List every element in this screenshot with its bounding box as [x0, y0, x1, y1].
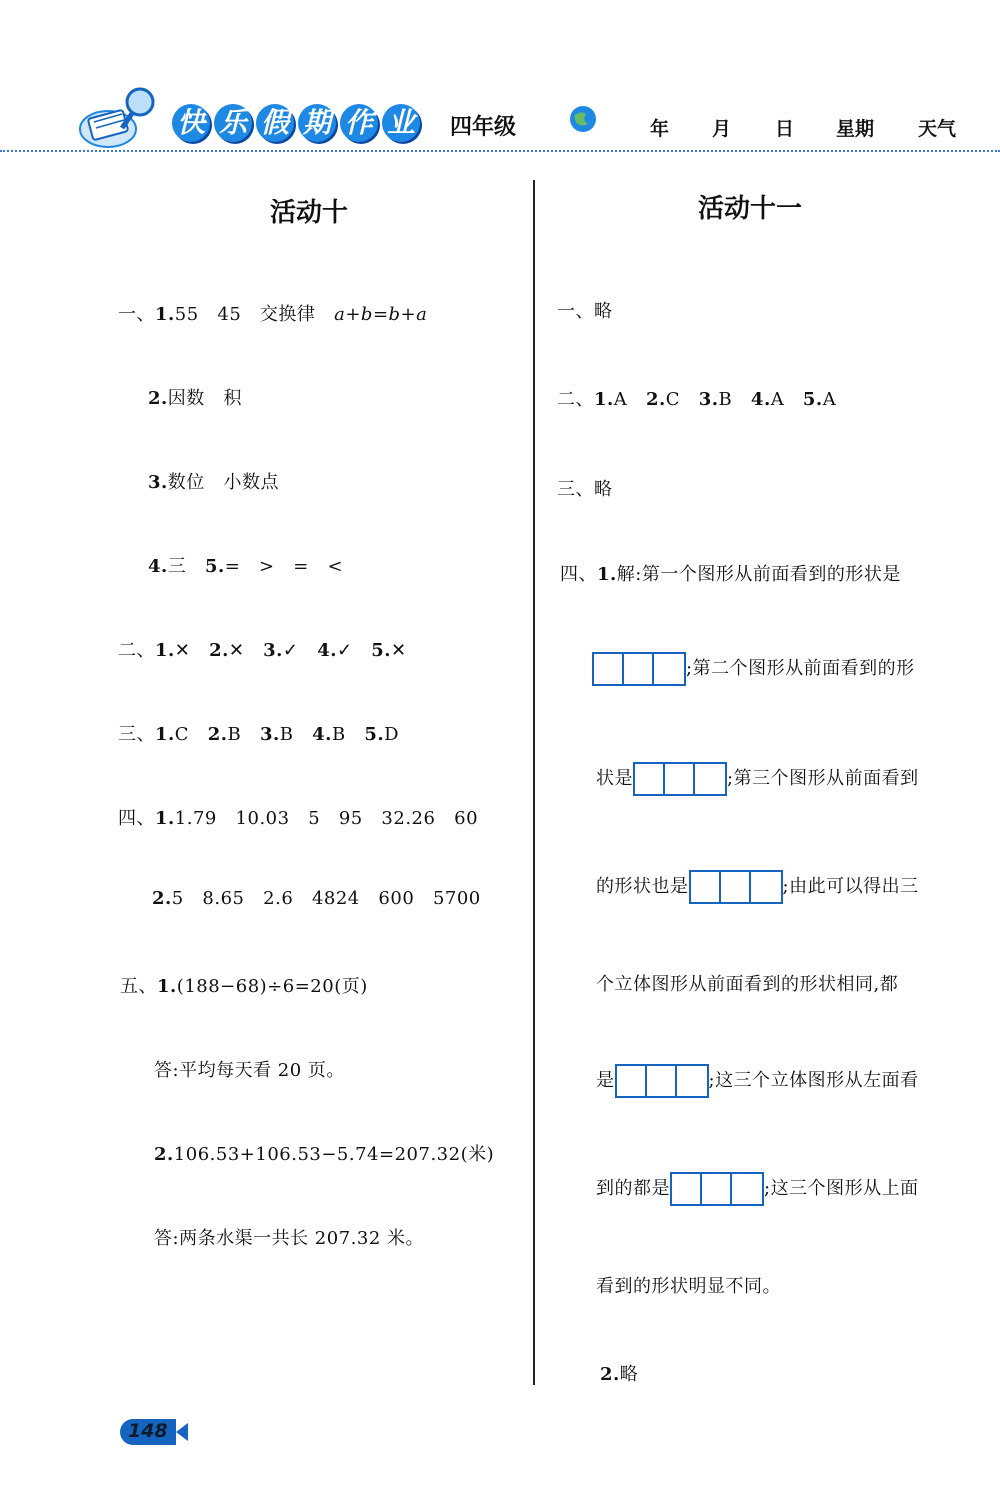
answer-text: ;第二个图形从前面看到的形: [686, 658, 915, 679]
answer-line: [148, 468, 279, 494]
question-number: 3.: [698, 389, 719, 410]
book-title-char: 快: [172, 104, 210, 142]
shape-view-figure: [689, 870, 783, 904]
book-title-char: 业: [382, 104, 420, 142]
answer-mark: ✕: [174, 640, 191, 661]
answer-choice: B: [331, 724, 346, 745]
formula-text: a+b=b+a: [334, 304, 428, 325]
section-prefix: 五、: [120, 976, 157, 997]
section-prefix: 一、: [118, 304, 155, 325]
answer-line: [560, 560, 901, 586]
answer-text: 状是: [596, 768, 633, 789]
answer-line: [596, 762, 919, 796]
answer-text: 个立体图形从前面看到的形状相同,都: [596, 974, 899, 995]
page-number: 148: [128, 1420, 168, 1442]
answer-text: 是: [596, 1070, 615, 1091]
answer-text: 55 45 交换律: [174, 304, 335, 325]
section-prefix: 二、: [118, 640, 155, 661]
section-prefix: 四、: [118, 808, 155, 829]
answer-text: 答:两条水渠一共长 207.32 米。: [154, 1228, 424, 1249]
answer-line: [596, 1272, 781, 1298]
shape-view-figure: [633, 762, 727, 796]
question-number: 3.: [263, 640, 283, 661]
shape-view-figure: [592, 652, 686, 686]
answer-line: [118, 300, 427, 326]
book-title-char: 假: [256, 104, 294, 142]
date-weather-label: 天气: [918, 118, 957, 140]
question-number: 1.: [594, 389, 614, 410]
question-number: 2.: [207, 724, 228, 745]
answer-mark: ✕: [391, 640, 407, 661]
book-title-char: 作: [340, 104, 378, 142]
question-number: 2.: [209, 640, 229, 661]
answer-text: 一、略: [557, 301, 613, 322]
question-number: 5.: [364, 724, 385, 745]
question-number: 4.: [312, 724, 332, 745]
answer-text: 到的都是: [596, 1178, 670, 1199]
question-number: 5.: [802, 389, 823, 410]
section-prefix: 二、: [557, 389, 594, 410]
answer-text: 106.53+106.53−5.74=207.32(米): [173, 1144, 495, 1165]
answer-choice: B: [718, 389, 733, 410]
question-number: 1.: [155, 724, 175, 745]
question-number: 3.: [259, 724, 280, 745]
answer-text: 5 8.65 2.6 4824 600 5700: [171, 888, 481, 909]
answer-line: [596, 970, 898, 996]
answer-line: [557, 385, 836, 411]
globe-icon: [568, 104, 598, 134]
answer-choice: A: [822, 389, 837, 410]
question-number: 2.: [154, 1144, 174, 1165]
answer-text: = > = <: [224, 556, 344, 577]
question-number: 4.: [750, 389, 771, 410]
answer-choice: B: [279, 724, 294, 745]
question-number: 5.: [371, 640, 392, 661]
answer-text: 数位 小数点: [167, 472, 279, 493]
answer-mark: ✓: [336, 640, 353, 661]
answer-line: [592, 652, 915, 686]
answer-line: [154, 1056, 345, 1082]
answer-choice: D: [384, 724, 400, 745]
book-logo-icon: [78, 84, 168, 154]
answer-line: [154, 1224, 424, 1250]
book-title-char: 乐: [214, 104, 252, 142]
answer-line: [596, 1064, 919, 1098]
book-title-char: 期: [298, 104, 336, 142]
arrow-left-icon: [176, 1423, 188, 1441]
answer-text: 1.79 10.03 5 95 32.26 60: [174, 808, 479, 829]
answer-text: 三、略: [557, 479, 613, 500]
question-number: 4.: [148, 556, 168, 577]
answer-choice: B: [227, 724, 242, 745]
answer-choice: C: [174, 724, 190, 745]
answer-text: 看到的形状明显不同。: [596, 1276, 781, 1297]
header-divider: [0, 150, 1000, 152]
answer-text: 解:第一个图形从前面看到的形状是: [616, 564, 901, 585]
grade-label: 四年级: [450, 115, 517, 140]
question-number: 1.: [597, 564, 617, 585]
question-number: 2.: [600, 1364, 620, 1385]
question-number: 4.: [317, 640, 337, 661]
question-number: 2.: [148, 388, 168, 409]
question-number: 5.: [204, 556, 225, 577]
answer-choice: C: [665, 389, 681, 410]
answer-line: [118, 804, 478, 830]
question-number: 3.: [148, 472, 168, 493]
shape-view-figure: [670, 1172, 764, 1206]
question-number: 2.: [645, 389, 666, 410]
answer-text: ;第三个图形从前面看到: [727, 768, 919, 789]
answer-text: (188−68)÷6=20(页): [176, 976, 368, 997]
answer-line: [596, 870, 919, 904]
answer-line: [120, 972, 368, 998]
question-number: 1.: [155, 808, 175, 829]
right-section-title: 活动十一: [698, 194, 803, 224]
question-number: 2.: [152, 888, 172, 909]
answer-text: ;这三个图形从上面: [764, 1178, 919, 1199]
answer-text: 答:平均每天看 20 页。: [154, 1060, 345, 1081]
answer-text: 三: [167, 556, 205, 577]
answer-mark: ✕: [228, 640, 245, 661]
question-number: 1.: [155, 640, 175, 661]
answer-text: ;由此可以得出三: [782, 876, 919, 897]
answer-line: [118, 636, 407, 662]
answer-line: [148, 384, 242, 410]
answer-line: [152, 888, 481, 909]
left-section-title: 活动十: [270, 198, 349, 228]
answer-line: [148, 552, 343, 578]
answer-line: [154, 1140, 494, 1166]
answer-choice: A: [770, 389, 785, 410]
answer-text: 因数 积: [167, 388, 242, 409]
answer-text: ;这三个立体图形从左面看: [708, 1070, 919, 1091]
date-year-label: 年: [650, 118, 670, 140]
column-divider: [533, 180, 535, 1385]
answer-line: [596, 1172, 919, 1206]
question-number: 1.: [155, 304, 175, 325]
answer-text: 略: [619, 1364, 639, 1385]
answer-text: 的形状也是: [596, 876, 689, 897]
answer-line: [118, 720, 399, 746]
section-prefix: 四、: [560, 564, 597, 585]
answer-line: [557, 297, 613, 323]
shape-view-figure: [615, 1064, 709, 1098]
date-month-label: 月: [712, 118, 732, 140]
answer-line: [557, 475, 613, 501]
answer-line: [600, 1360, 638, 1386]
section-prefix: 三、: [118, 724, 155, 745]
question-number: 1.: [157, 976, 177, 997]
answer-mark: ✓: [282, 640, 299, 661]
date-weekday-label: 星期: [836, 118, 875, 140]
answer-choice: A: [613, 389, 628, 410]
date-day-label: 日: [775, 118, 795, 140]
